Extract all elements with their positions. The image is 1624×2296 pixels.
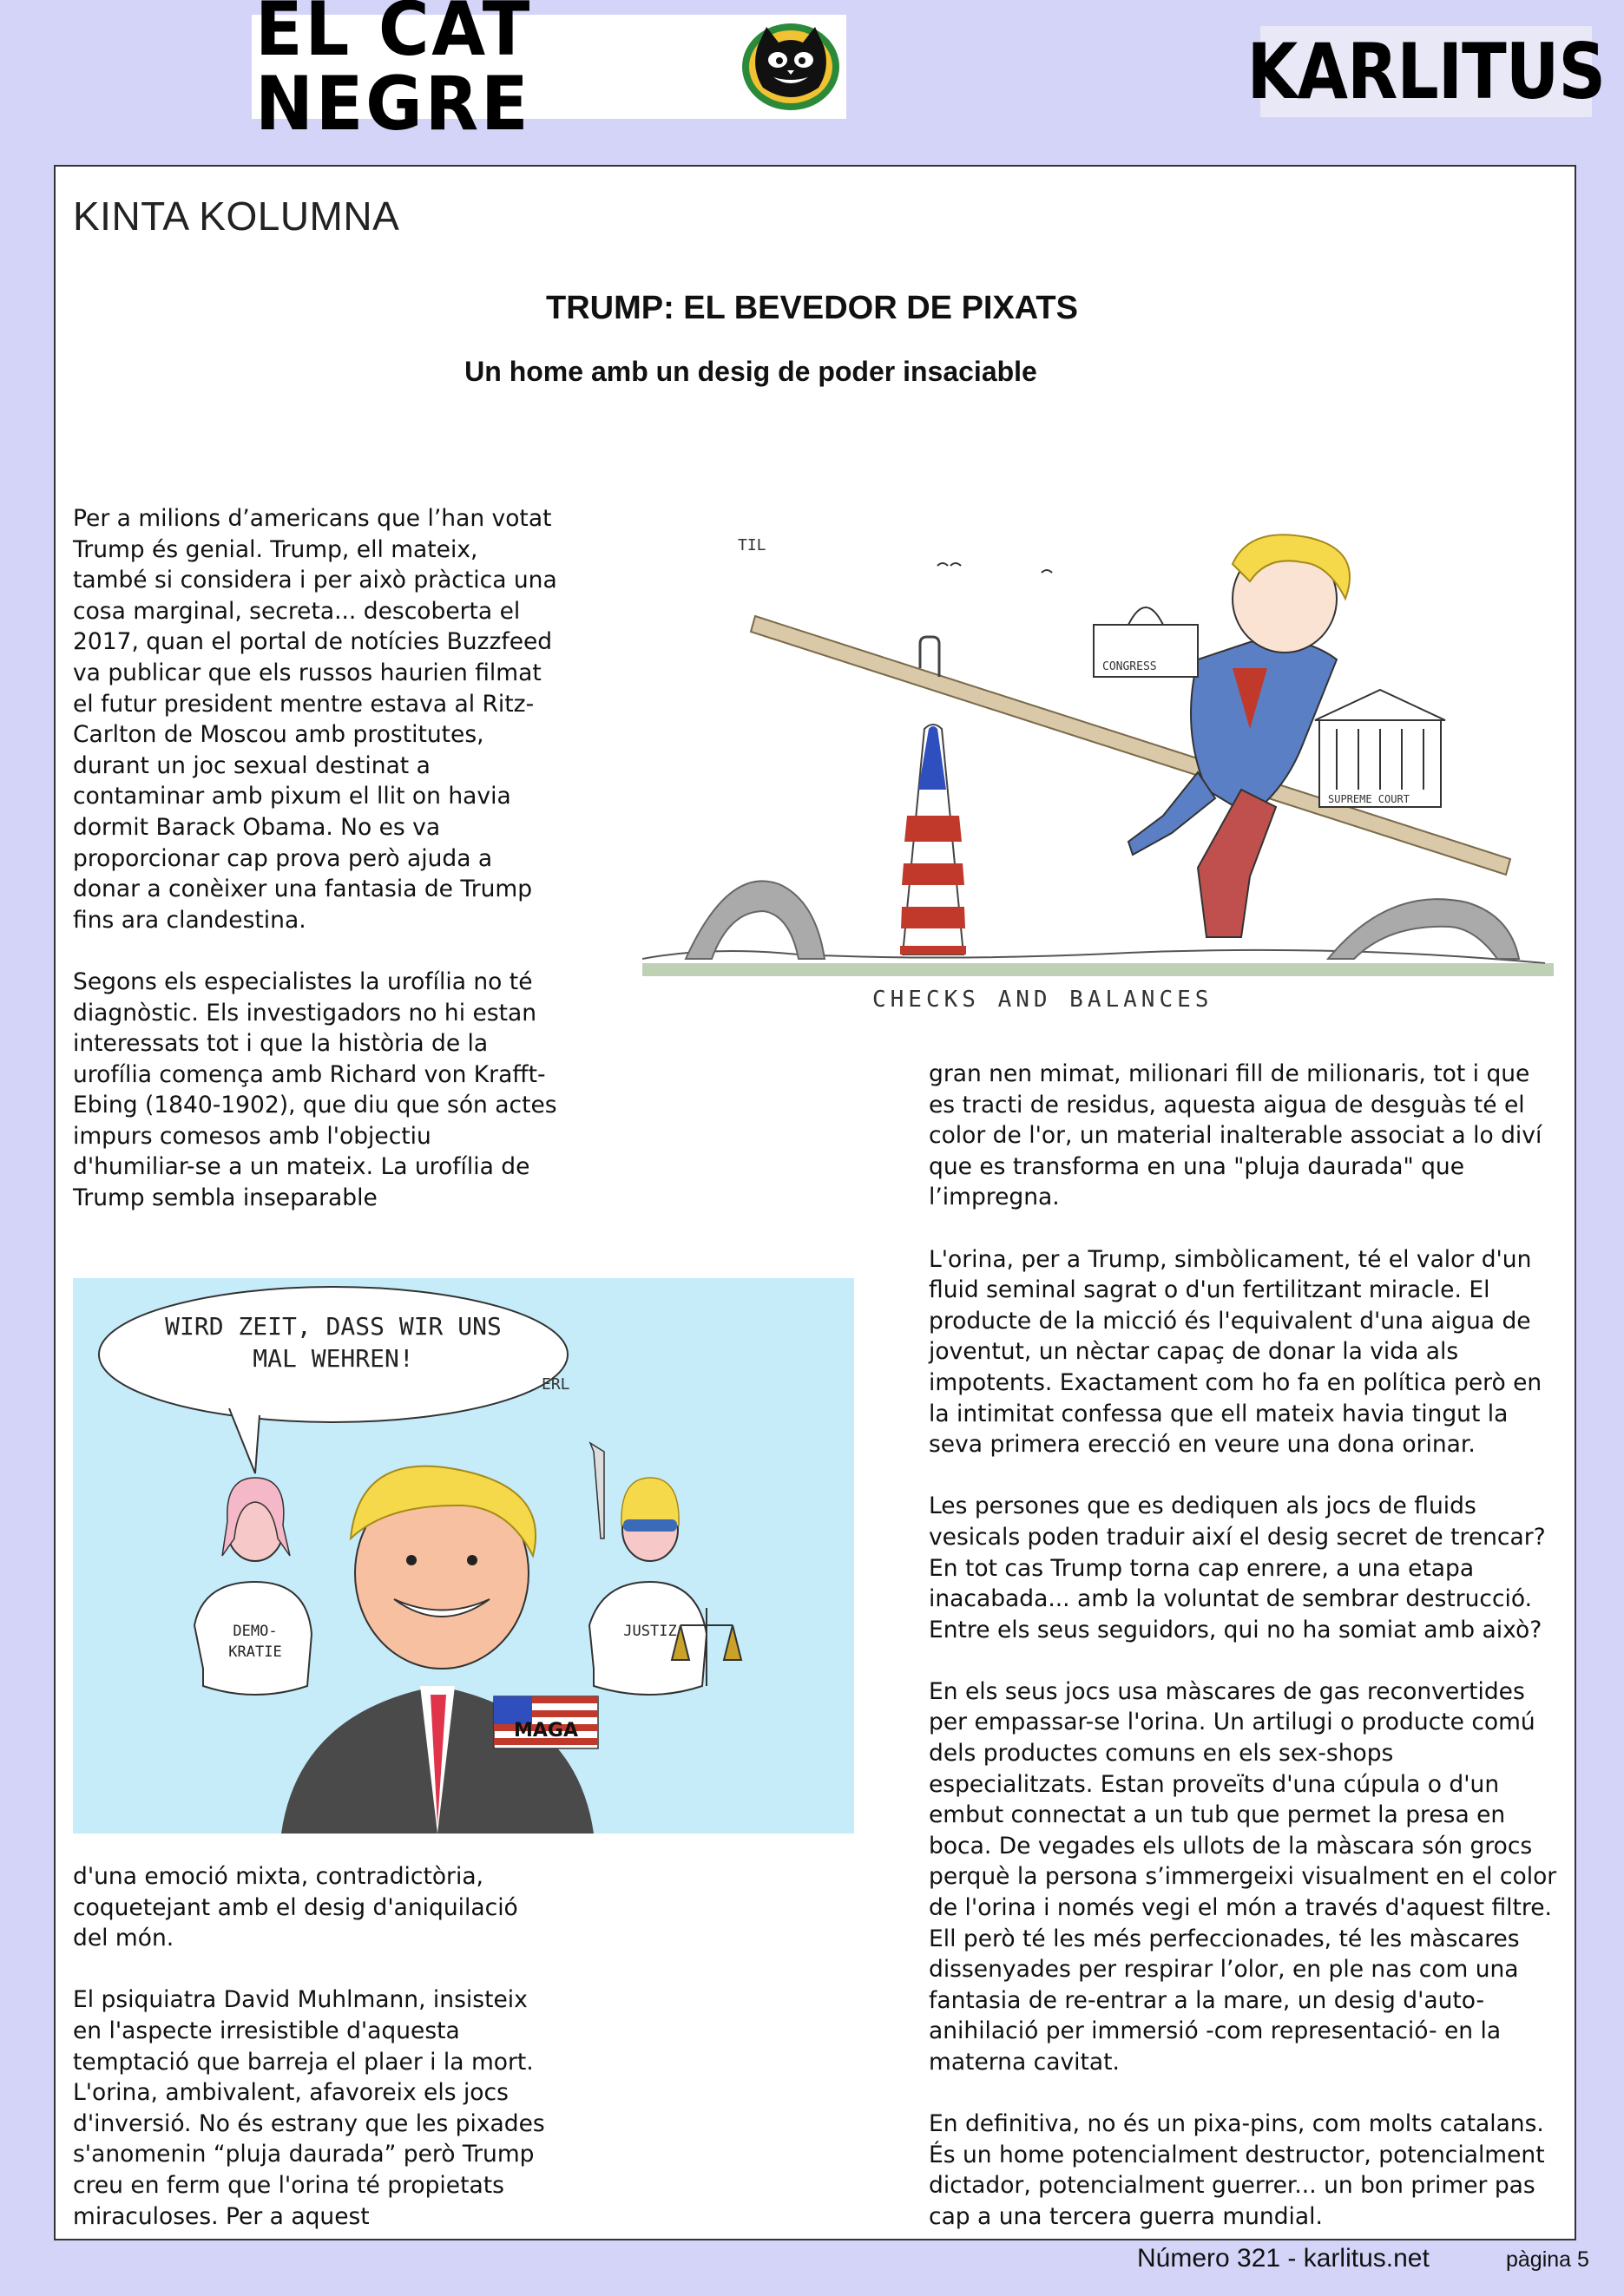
cartoon2-signature: ERL xyxy=(542,1375,570,1394)
paragraph: El psiquiatra David Muhlmann, insisteix en l'aspecte irresistible d'aquesta temptació que barreja el plaer i la mort. L'orina, ambivalent, afavoreix els jocs d'inversió. No és estrany que les pixades s'anomenin “pluja daurada” però Trump creu en ferm que l'orina té propietats miraculoses. Per a aquest xyxy=(73,1986,545,2230)
paragraph: L'orina, per a Trump, simbòlicament, té el valor d'un fluid seminal sagrat o d'un fertilitzant miracle. El producte de la micció és l'equivalent d'una aigua de joventut, un nèctar capaç de donar la vida als impotents. Exactament com ho fa en política però en la intimitat confessa que ell mateix havia tingut la seva primera erecció en veure una dona orinar. xyxy=(929,1245,1542,1459)
column-1-text xyxy=(73,503,559,1214)
puppet-left-line-1: DEMO- xyxy=(233,1623,278,1640)
paragraph: gran nen mimat, milionari fill de milionaris, tot i que es tracti de residus, aquesta aigua de desguàs té el color de l'or, un material inalterable associat a lo diví que es transforma en una "pluja daurada" que l’impregna. xyxy=(929,1060,1542,1211)
article-standfirst: Un home amb un desig de poder insaciable xyxy=(464,356,1037,387)
black-cat-icon xyxy=(739,20,843,114)
supreme-court-label: SUPREME COURT xyxy=(1328,793,1410,805)
brand-name: KARLITUS xyxy=(1246,27,1606,116)
maga-badge: MAGA xyxy=(513,1720,579,1742)
paragraph: En definitiva, no és un pixa-pins, com molts catalans. És un home potencialment destructor, potencialment dictador, potencialment guerrer... un bon primer pas cap a una tercera guerra mundial. xyxy=(929,2110,1545,2230)
footer-page-number: pàgina 5 xyxy=(1506,2247,1589,2272)
paragraph: Segons els especialistes la urofília no té diagnòstic. Els investigadors no hi estan interessats tot i que la història de la urofília comença amb Richard von Krafft-Ebing (1840-1902), que diu que són actes impurs comesos amb l'objectiu d'humiliar-se a un mateix. La urofília de Trump sembla inseparable xyxy=(73,968,557,1212)
footer-issue: Número 321 - karlitus.net xyxy=(1137,2244,1430,2273)
masthead-title: EL CAT NEGRE xyxy=(255,0,533,148)
paragraph: En els seus jocs usa màscares de gas reconvertides per empassar-se l'orina. Un artilugi o producte comú dels productes comuns en els sex-shops especialitzats. Estan proveïts d'una cúpula o d'un embut connectat a un tub que permet la presa en boca. De vegades els ullots de la màscara són grocs perquè la persona s’immergeixi visualment en el color de l'orina i només vegi el món a través d'aquest filtre. Ell però té les més perfeccionades, té les màscares dissenyades per respirar l’olor, en ple nas com una fantasia de re-entrar a la mare, un desig d'auto-anihilació per immersió -com representació- en la materna cavitat. xyxy=(929,1677,1557,2076)
paragraph: Per a milions d’americans que l’han votat Trump és genial. Trump, ell mateix, també si considera i per això pràctica una cosa marginal, secreta... descoberta el 2017, quan el portal de notícies Buzzfeed va publicar que els russos haurien filmat el futur president mentre estava al Ritz-Carlton de Moscou amb prostitutes, durant un joc sexual destinat a contaminar amb pixum el llit on havia dormit Barack Obama. No es va proporcionar cap prova però ajuda a donar a conèixer una fantasia de Trump fins ara clandestina. xyxy=(73,505,557,934)
puppet-left-line-2: KRATIE xyxy=(228,1643,282,1661)
brand-box xyxy=(1246,26,1606,117)
masthead-logo xyxy=(252,0,846,148)
congress-label: CONGRESS xyxy=(1102,660,1157,673)
paragraph: d'una emoció mixta, contradictòria, coquetejant amb el desig d'aniquilació del món. xyxy=(73,1863,518,1952)
speech-line-2: MAL WEHREN! xyxy=(253,1344,414,1373)
speech-line-1: WIRD ZEIT, DASS WIR UNS xyxy=(165,1312,502,1341)
cartoon-puppets xyxy=(73,1278,854,1834)
section-label: KINTA KOLUMNA xyxy=(73,194,400,239)
cartoon-checks-and-balances xyxy=(642,529,1554,1015)
cartoon1-signature: TIL xyxy=(738,536,766,554)
article-headline: TRUMP: EL BEVEDOR DE PIXATS xyxy=(546,290,1078,326)
puppet-right-label: JUSTIZ xyxy=(623,1623,677,1640)
column-1-continued-text xyxy=(73,1861,559,2232)
paragraph: Les persones que es dediquen als jocs de fluids vesicals poden traduir així el desig secret de trencar? En tot cas Trump torna cap enrere, a una etapa inacabada... amb la voluntat de sembrar destrucció. Entre els seus seguidors, qui no ha somiat amb això? xyxy=(929,1492,1546,1643)
column-2-text xyxy=(929,1059,1562,2233)
cartoon1-caption: CHECKS AND BALANCES xyxy=(872,987,1213,1013)
